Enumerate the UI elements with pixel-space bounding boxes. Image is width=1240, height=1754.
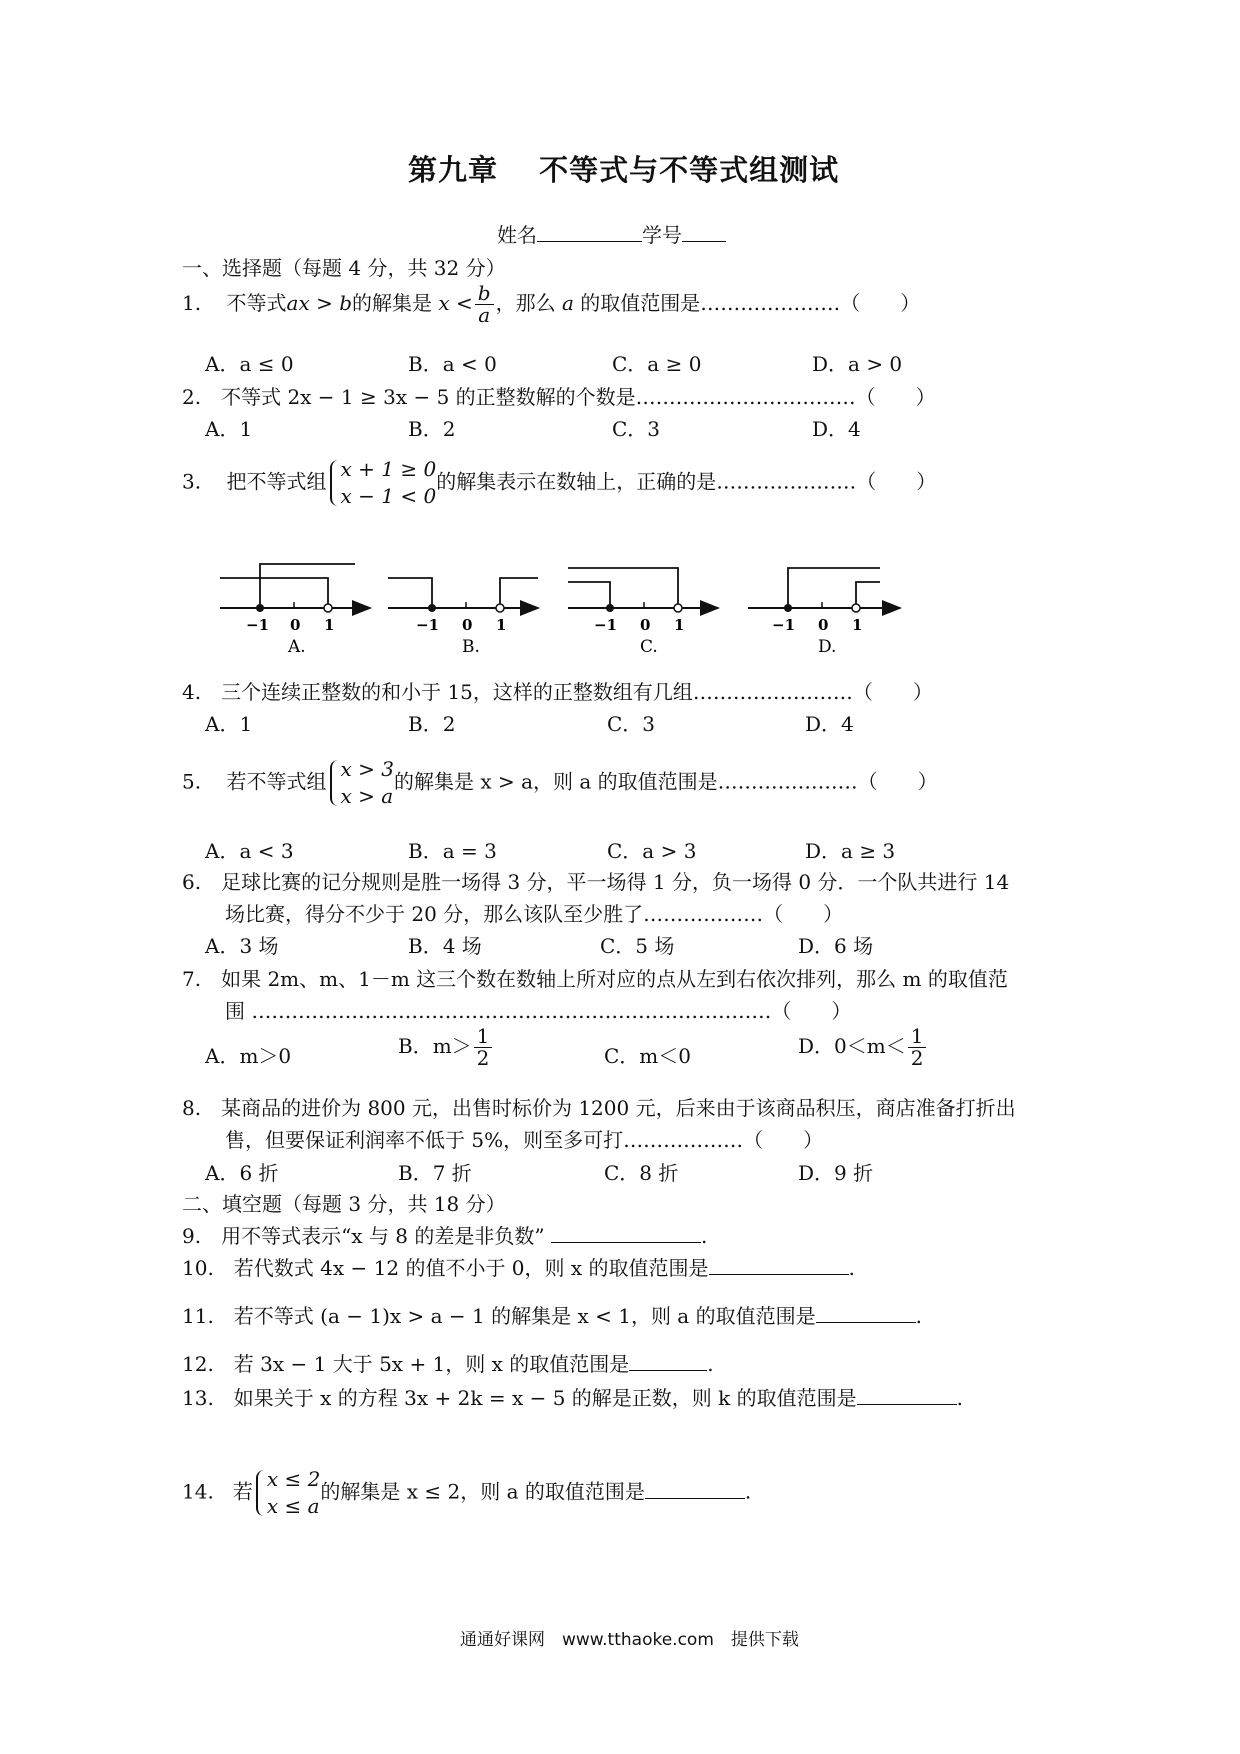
footer-credit: 通通好课网 www.tthaoke.com 提供下载 — [460, 1630, 799, 1650]
svg-text:−1: −1 — [772, 616, 796, 634]
svg-text:0: 0 — [818, 616, 829, 634]
q1-option-c[interactable]: C．a ≥ 0 — [612, 352, 702, 376]
svg-text:C.: C. — [640, 637, 658, 657]
q10-answer-blank[interactable] — [709, 1256, 849, 1275]
question-9: 9. 用不等式表示“x 与 8 的差是非负数” . — [182, 1224, 708, 1248]
q2-option-c[interactable]: C．3 — [612, 417, 661, 441]
svg-text:1: 1 — [852, 616, 863, 634]
q1-option-b[interactable]: B．a < 0 — [408, 352, 497, 376]
q1-option-d[interactable]: D．a > 0 — [812, 352, 903, 376]
fraction-b-over-a: $\frac{b}{a}$ — [475, 283, 494, 326]
question-11: 11. 若不等式 (a − 1)x > a − 1 的解集是 x < 1，则 a 的取值范围是 . — [182, 1304, 922, 1328]
question-3: 3. 把不等式组 x + 1 ≥ 0 x − 1 < 0 的解集表示在数轴上，正确的是…………………（ ） — [182, 457, 937, 508]
q8-option-d[interactable]: D．9 折 — [798, 1161, 874, 1185]
q7-option-c[interactable]: C．m＜0 — [604, 1044, 691, 1068]
fraction-one-half: $\frac{1}{2}$ — [908, 1026, 927, 1069]
q5-option-d[interactable]: D．a ≥ 3 — [805, 839, 896, 863]
question-13: 13. 如果关于 x 的方程 3x + 2k = x − 5 的解是正数，则 k 的取值范围是 . — [182, 1386, 963, 1410]
question-1: 1. 不等式ax > b的解集是 x < $\frac{b}{a}$ ，那么 a 的取值范围是…………………（ ） — [182, 281, 921, 327]
q2-option-b[interactable]: B．2 — [408, 417, 456, 441]
question-7-line2: 围 ……………………………………………………………………（ ） — [225, 999, 852, 1023]
question-14: 14. 若 x ≤ 2 x ≤ a 的解集是 x ≤ 2，则 a 的取值范围是 . — [182, 1467, 752, 1518]
system-brace: x + 1 ≥ 0 x − 1 < 0 — [327, 456, 437, 510]
question-6-line2: 场比赛，得分不少于 20 分，那么该队至少胜了………………（ ） — [225, 902, 844, 926]
q6-option-a[interactable]: A．3 场 — [205, 934, 279, 958]
q6-option-d[interactable]: D．6 场 — [798, 934, 874, 958]
question-10: 10. 若代数式 4x − 12 的值不小于 0，则 x 的取值范围是 . — [182, 1256, 855, 1280]
number-line-options — [210, 550, 910, 660]
question-4: 4. 三个连续正整数的和小于 15，这样的正整数组有几组……………………（ ） — [182, 680, 933, 704]
q6-option-c[interactable]: C．5 场 — [600, 934, 675, 958]
svg-text:0: 0 — [640, 616, 651, 634]
q8-option-c[interactable]: C．8 折 — [604, 1161, 679, 1185]
question-12: 12. 若 3x − 1 大于 5x + 1，则 x 的取值范围是 . — [182, 1352, 714, 1376]
name-blank[interactable] — [537, 223, 642, 242]
svg-text:1: 1 — [496, 616, 507, 634]
q11-answer-blank[interactable] — [816, 1304, 916, 1323]
q9-answer-blank[interactable] — [551, 1224, 701, 1243]
fraction-one-half: $\frac{1}{2}$ — [474, 1026, 493, 1069]
question-5: 5. 若不等式组 x > 3 x > a 的解集是 x > a，则 a 的取值范围是…………………（ ） — [182, 757, 938, 808]
q4-option-d[interactable]: D．4 — [805, 712, 854, 736]
number-line-d[interactable] — [748, 568, 900, 657]
svg-text:0: 0 — [462, 616, 473, 634]
question-8-line1: 8. 某商品的进价为 800 元，出售时标价为 1200 元，后来由于该商品积压，商店准备打折出 — [182, 1096, 1016, 1120]
question-7-line1: 7. 如果 2m、m、1－m 这三个数在数轴上所对应的点从左到右依次排列，那么 m 的取值范 — [182, 967, 1008, 991]
svg-text:0: 0 — [290, 616, 301, 634]
section-heading-choice: 一、选择题（每题 4 分，共 32 分） — [182, 256, 506, 280]
q8-option-b[interactable]: B．7 折 — [398, 1161, 472, 1185]
number-line-b[interactable] — [388, 578, 538, 657]
q5-option-a[interactable]: A．a < 3 — [205, 839, 294, 863]
question-6-line1: 6. 足球比赛的记分规则是胜一场得 3 分，平一场得 1 分，负一场得 0 分．一个队共进行 14 — [182, 870, 1010, 894]
q7-option-d[interactable]: D．0＜m＜ $\frac{1}{2}$ — [798, 1026, 928, 1069]
q2-option-d[interactable]: D．4 — [812, 417, 861, 441]
q4-option-b[interactable]: B．2 — [408, 712, 456, 736]
question-2: 2. 不等式 2x − 1 ≥ 3x − 5 的正整数解的个数是……………………………（ ） — [182, 385, 936, 409]
system-brace: x > 3 x > a — [327, 756, 394, 810]
q14-answer-blank[interactable] — [645, 1480, 745, 1499]
page-title: 第九章 不等式与不等式组测试 — [408, 153, 840, 187]
svg-text:1: 1 — [324, 616, 335, 634]
number-line-c[interactable] — [568, 568, 718, 657]
q6-option-b[interactable]: B．4 场 — [408, 934, 482, 958]
svg-text:D.: D. — [818, 637, 837, 657]
student-info — [497, 219, 726, 248]
svg-text:B.: B. — [462, 637, 480, 657]
q4-option-a[interactable]: A．1 — [205, 712, 253, 736]
svg-text:1: 1 — [674, 616, 685, 634]
q12-answer-blank[interactable] — [629, 1352, 707, 1371]
q13-answer-blank[interactable] — [857, 1386, 957, 1405]
q7-option-a[interactable]: A．m＞0 — [205, 1044, 292, 1068]
name-label: 姓名 — [497, 223, 537, 247]
svg-text:−1: −1 — [416, 616, 440, 634]
id-label: 学号 — [642, 223, 682, 247]
svg-text:A.: A. — [288, 637, 306, 657]
svg-text:−1: −1 — [594, 616, 618, 634]
q1-option-a[interactable]: A．a ≤ 0 — [205, 352, 294, 376]
q2-option-a[interactable]: A．1 — [205, 417, 253, 441]
svg-text:−1: −1 — [246, 616, 270, 634]
system-brace: x ≤ 2 x ≤ a — [253, 1466, 320, 1520]
q4-option-c[interactable]: C．3 — [607, 712, 656, 736]
q5-option-b[interactable]: B．a = 3 — [408, 839, 497, 863]
section-heading-fill: 二、填空题（每题 3 分，共 18 分） — [182, 1192, 506, 1216]
q8-option-a[interactable]: A．6 折 — [205, 1161, 279, 1185]
q7-option-b[interactable]: B．m＞ $\frac{1}{2}$ — [398, 1026, 494, 1069]
q5-option-c[interactable]: C．a > 3 — [607, 839, 697, 863]
number-line-a[interactable] — [220, 564, 370, 657]
id-blank[interactable] — [682, 223, 726, 242]
question-8-line2: 售，但要保证利润率不低于 5%，则至多可打………………（ ） — [225, 1128, 824, 1152]
